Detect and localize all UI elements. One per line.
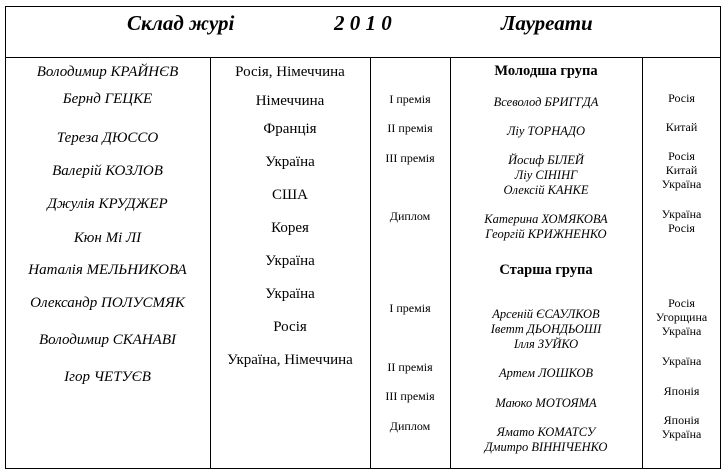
laureate-country: Україна: [661, 427, 702, 441]
laureate-country: Японія: [663, 413, 700, 427]
laureate-name: Дмитро ВІННІЧЕНКО: [484, 440, 608, 454]
jury-country: Корея: [271, 220, 309, 236]
jury-country: Росія: [273, 319, 307, 335]
laureate-country: Китай: [665, 120, 698, 134]
laureate-name: Іветт ДЬОНДЬОШІ: [490, 322, 602, 336]
prize-label: І премія: [389, 301, 431, 315]
jury-country: США: [272, 187, 308, 203]
column-divider: [370, 57, 371, 469]
jury-name: Кюн Мі ЛІ: [73, 230, 142, 246]
laureate-name: Ілля ЗУЙКО: [513, 337, 579, 351]
prize-label: ІІ премія: [387, 360, 433, 374]
jury-country: Україна: [265, 253, 315, 269]
laureate-country: Росія: [668, 221, 695, 235]
jury-country: Росія, Німеччина: [235, 64, 345, 80]
jury-name: Олександр ПОЛУСМЯК: [30, 295, 185, 311]
header-divider: [5, 57, 721, 58]
jury-name: Валерій КОЗЛОВ: [52, 163, 163, 179]
group-title-junior: Молодша група: [494, 63, 598, 79]
jury-country: Україна, Німеччина: [227, 352, 353, 368]
laureate-name: Арсеній ЄСАУЛКОВ: [492, 307, 600, 321]
jury-name: Володимир КРАЙНЄВ: [36, 64, 179, 80]
prize-label: Диплом: [389, 209, 431, 223]
jury-name: Наталія МЕЛЬНИКОВА: [28, 262, 187, 278]
prize-label: ІІІ премія: [385, 389, 435, 403]
prize-label: І премія: [389, 92, 431, 106]
jury-name: Володимир СКАНАВІ: [38, 332, 176, 348]
group-title-senior: Старша група: [499, 262, 593, 278]
laureate-name: Катерина ХОМЯКОВА: [484, 212, 608, 226]
prize-label: ІІІ премія: [385, 151, 435, 165]
jury-country: Німеччина: [255, 93, 325, 109]
laureate-name: Олексій КАНКЕ: [503, 183, 589, 197]
jury-name: Тереза ДЮССО: [56, 130, 159, 146]
laureate-name: Йосиф БІЛЕЙ: [508, 153, 584, 167]
laureate-name: Маюко МОТОЯМА: [495, 396, 597, 410]
jury-country: Україна: [265, 286, 315, 302]
jury-country: Франція: [263, 121, 317, 137]
laureate-country: Угорщина: [655, 310, 708, 324]
jury-name: Бернд ГЕЦКЕ: [62, 91, 153, 107]
year-title: 2 0 1 0: [334, 11, 392, 35]
laureate-name: Ямато КОМАТСУ: [496, 425, 596, 439]
jury-title: Склад журі: [127, 11, 235, 35]
laureate-name: Ліу СІНІНГ: [514, 168, 578, 182]
laureate-name: Георгій КРИЖНЕНКО: [485, 227, 607, 241]
laureate-name: Всеволод БРИГГДА: [493, 95, 599, 109]
laureate-country: Україна: [661, 354, 702, 368]
prize-label: ІІ премія: [387, 121, 433, 135]
laureate-country: Україна: [661, 207, 702, 221]
laureate-country: Китай: [665, 163, 698, 177]
laureate-country: Японія: [663, 384, 700, 398]
jury-country: Україна: [265, 154, 315, 170]
jury-name: Ігор ЧЕТУЄВ: [64, 369, 151, 385]
laureate-name: Ліу ТОРНАДО: [506, 124, 586, 138]
laureate-country: Україна: [661, 324, 702, 338]
jury-name: Джулія КРУДЖЕР: [47, 196, 168, 212]
laureates-title: Лауреати: [501, 11, 593, 35]
column-divider: [642, 57, 643, 469]
laureate-country: Україна: [661, 177, 702, 191]
laureate-name: Артем ЛОШКОВ: [499, 366, 593, 380]
laureate-country: Росія: [668, 91, 695, 105]
laureate-country: Росія: [668, 296, 695, 310]
prize-label: Диплом: [389, 419, 431, 433]
laureate-country: Росія: [668, 149, 695, 163]
